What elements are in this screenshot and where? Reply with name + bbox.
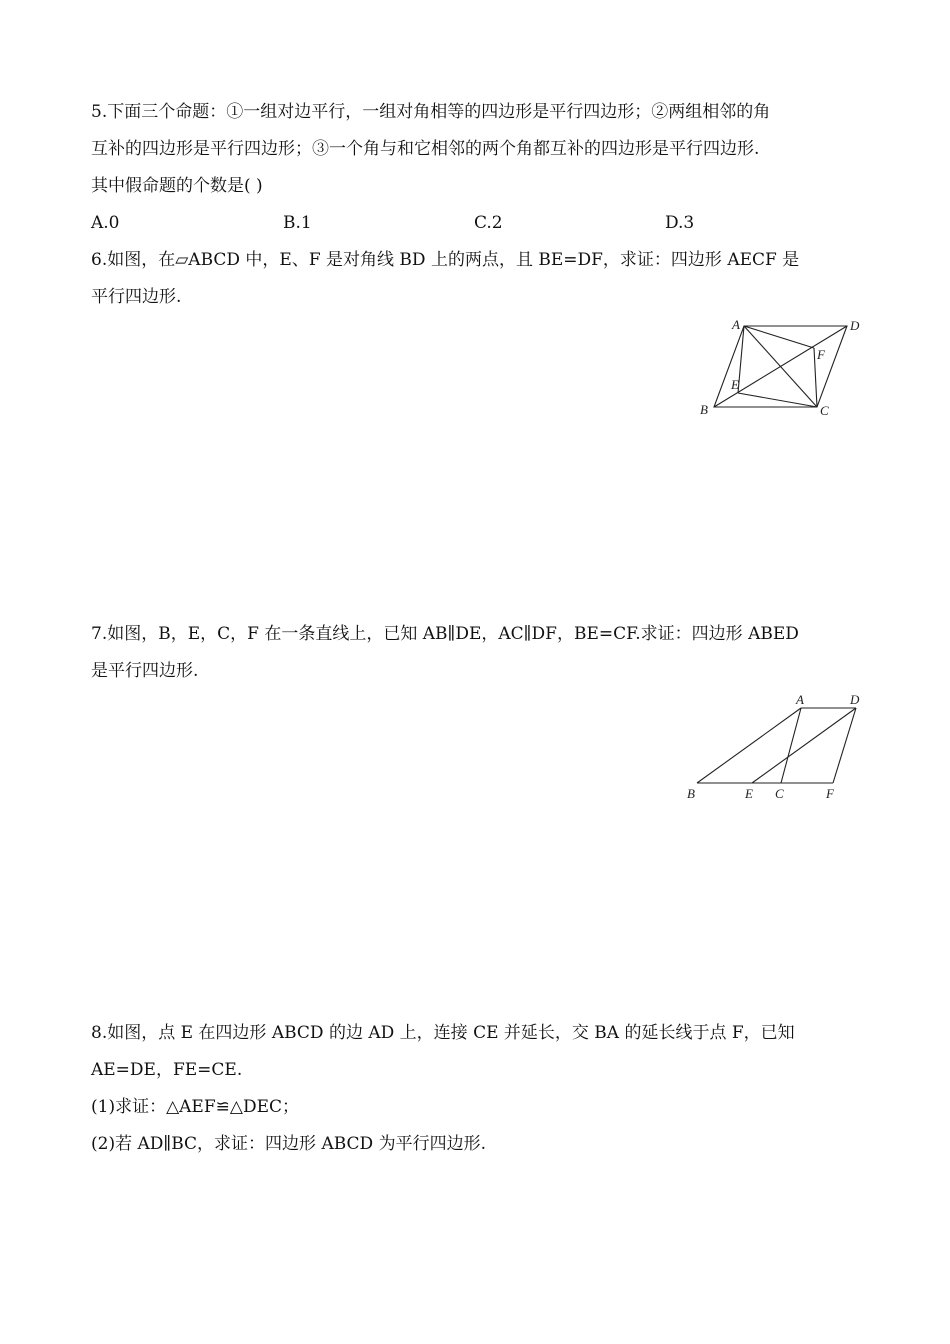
q6-label-a: A: [732, 317, 740, 332]
q5-option-b: B.1: [283, 213, 312, 233]
q6-figure: [690, 312, 870, 427]
q5-line-3: 其中假命题的个数是( ): [91, 176, 263, 196]
q7-label-e: E: [745, 786, 753, 801]
q7-line-2: 是平行四边形.: [91, 661, 199, 681]
q7-segment-de: [752, 708, 856, 783]
q6-line-2: 平行四边形.: [91, 287, 182, 307]
q7-segment-df: [833, 708, 856, 783]
q7-label-f: F: [826, 786, 834, 801]
q7-segment-ac: [781, 708, 801, 783]
q5-line-2: 互补的四边形是平行四边形；③一个角与和它相邻的两个角都互补的四边形是平行四边形.: [91, 139, 760, 159]
q7-segment-ab: [697, 708, 801, 783]
q7-label-a: A: [796, 692, 804, 707]
q8-line-2: AE=DE，FE=CE.: [91, 1060, 243, 1080]
q6-label-b: B: [700, 402, 708, 417]
q7-label-b: B: [687, 786, 695, 801]
q6-line-1: 6.如图，在▱ABCD 中，E、F 是对角线 BD 上的两点，且 BE=DF，求证：四边形 AECF 是: [91, 250, 800, 270]
q5-line-1: 5.下面三个命题：①一组对边平行，一组对角相等的四边形是平行四边形；②两组相邻的角: [91, 102, 771, 122]
q7-label-d: D: [850, 692, 860, 707]
q6-diagonal-ac: [744, 326, 817, 407]
q8-line-3: (1)求证：△AEF≌△DEC；: [91, 1097, 300, 1117]
q6-label-f: F: [817, 347, 825, 362]
q5-option-d: D.3: [665, 213, 695, 233]
q8-line-1: 8.如图，点 E 在四边形 ABCD 的边 AD 上，连接 CE 并延长，交 BA 的延长线于点 F，已知: [91, 1023, 795, 1043]
q7-label-c: C: [775, 786, 784, 801]
q7-line-1: 7.如图，B，E，C，F 在一条直线上，已知 AB∥DE，AC∥DF，BE=CF.求证：四边形 ABED: [91, 624, 799, 644]
q7-figure: [680, 690, 870, 805]
q6-label-d: D: [850, 318, 860, 333]
q6-label-c: C: [820, 403, 829, 418]
q5-option-a: A.0: [91, 213, 120, 233]
q6-segment-ec: [738, 393, 817, 407]
q6-label-e: E: [731, 377, 739, 392]
q5-option-c: C.2: [474, 213, 503, 233]
q8-line-4: (2)若 AD∥BC，求证：四边形 ABCD 为平行四边形.: [91, 1134, 486, 1154]
